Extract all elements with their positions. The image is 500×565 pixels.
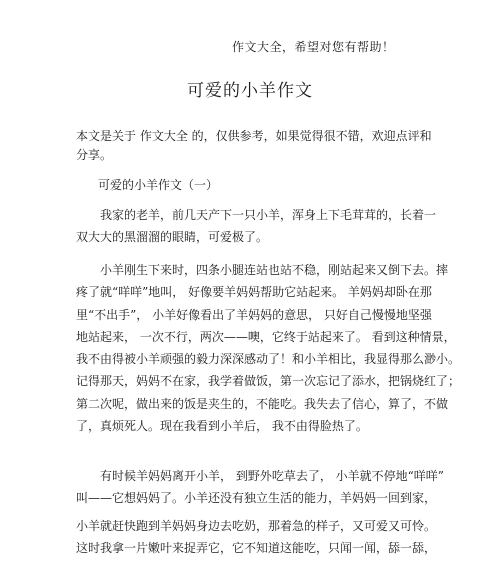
- paragraph-line: 记得那天，妈妈不在家，我学着做饭，第一次忘记了添水，把锅烧红了；: [76, 374, 461, 389]
- paragraph-line: 我不由得被小羊顽强的毅力深深感动了！和小羊相比，我显得那么渺小。: [76, 352, 461, 367]
- paragraph-line: 叫——它想妈妈了。小羊还没有独立生活的能力，羊妈妈一回到家，: [76, 491, 437, 506]
- intro-text: [76, 127, 432, 165]
- intro-line: 分享。: [76, 148, 113, 162]
- paragraph-line: 地站起来， 一次不行，两次——噢，它终于站起来了。 看到这种情景，: [76, 329, 456, 344]
- paragraph-line: 了，真烦死人。现在我看到小羊后， 我不由得脸热了。: [76, 419, 368, 434]
- paragraph-4: [76, 515, 437, 560]
- paragraph-2: [76, 259, 461, 437]
- paragraph-line: 我家的老羊，前几天产下一只小羊，浑身上下毛茸茸的，长着一: [76, 208, 437, 222]
- section-subtitle: 可爱的小羊作文（一）: [98, 178, 219, 192]
- paragraph-line: 小羊刚生下来时，四条小腿连站也站不稳，刚站起来又倒下去。摔: [76, 263, 449, 277]
- paragraph-line: 有时候羊妈妈离开小羊， 到野外吃草去了， 小羊就不停地“咩咩”: [76, 469, 444, 483]
- header-note: 作文大全，希望对您有帮助！: [232, 40, 395, 54]
- paragraph-line: 小羊就赶快跑到羊妈妈身边去吃奶，那着急的样子，又可爱又可怜。: [76, 519, 437, 533]
- paragraph-3: [76, 465, 444, 510]
- paragraph-line: 疼了就“咩咩”地叫， 好像要羊妈妈帮助它站起来。 羊妈妈却卧在那: [76, 285, 432, 300]
- paragraph-line: 这时我拿一片嫩叶来捉弄它，它不知道这能吃，只闻一闻，舔一舔，: [76, 541, 437, 556]
- intro-line: 本文是关于 作文大全 的，仅供参考，如果觉得很不错，欢迎点评和: [76, 129, 432, 143]
- paragraph-line: 第二次呢，做出来的饭是夹生的，不能吃。我失去了信心，算了，不做: [76, 396, 449, 411]
- page-title: 可爱的小羊作文: [187, 81, 313, 101]
- paragraph-1: [76, 204, 437, 249]
- paragraph-line: 双大大的黑溜溜的眼睛，可爱极了。: [76, 230, 269, 245]
- paragraph-line: 里“不出手”， 小羊好像看出了羊妈妈的意思， 只好自己慢慢地坚强: [76, 307, 432, 322]
